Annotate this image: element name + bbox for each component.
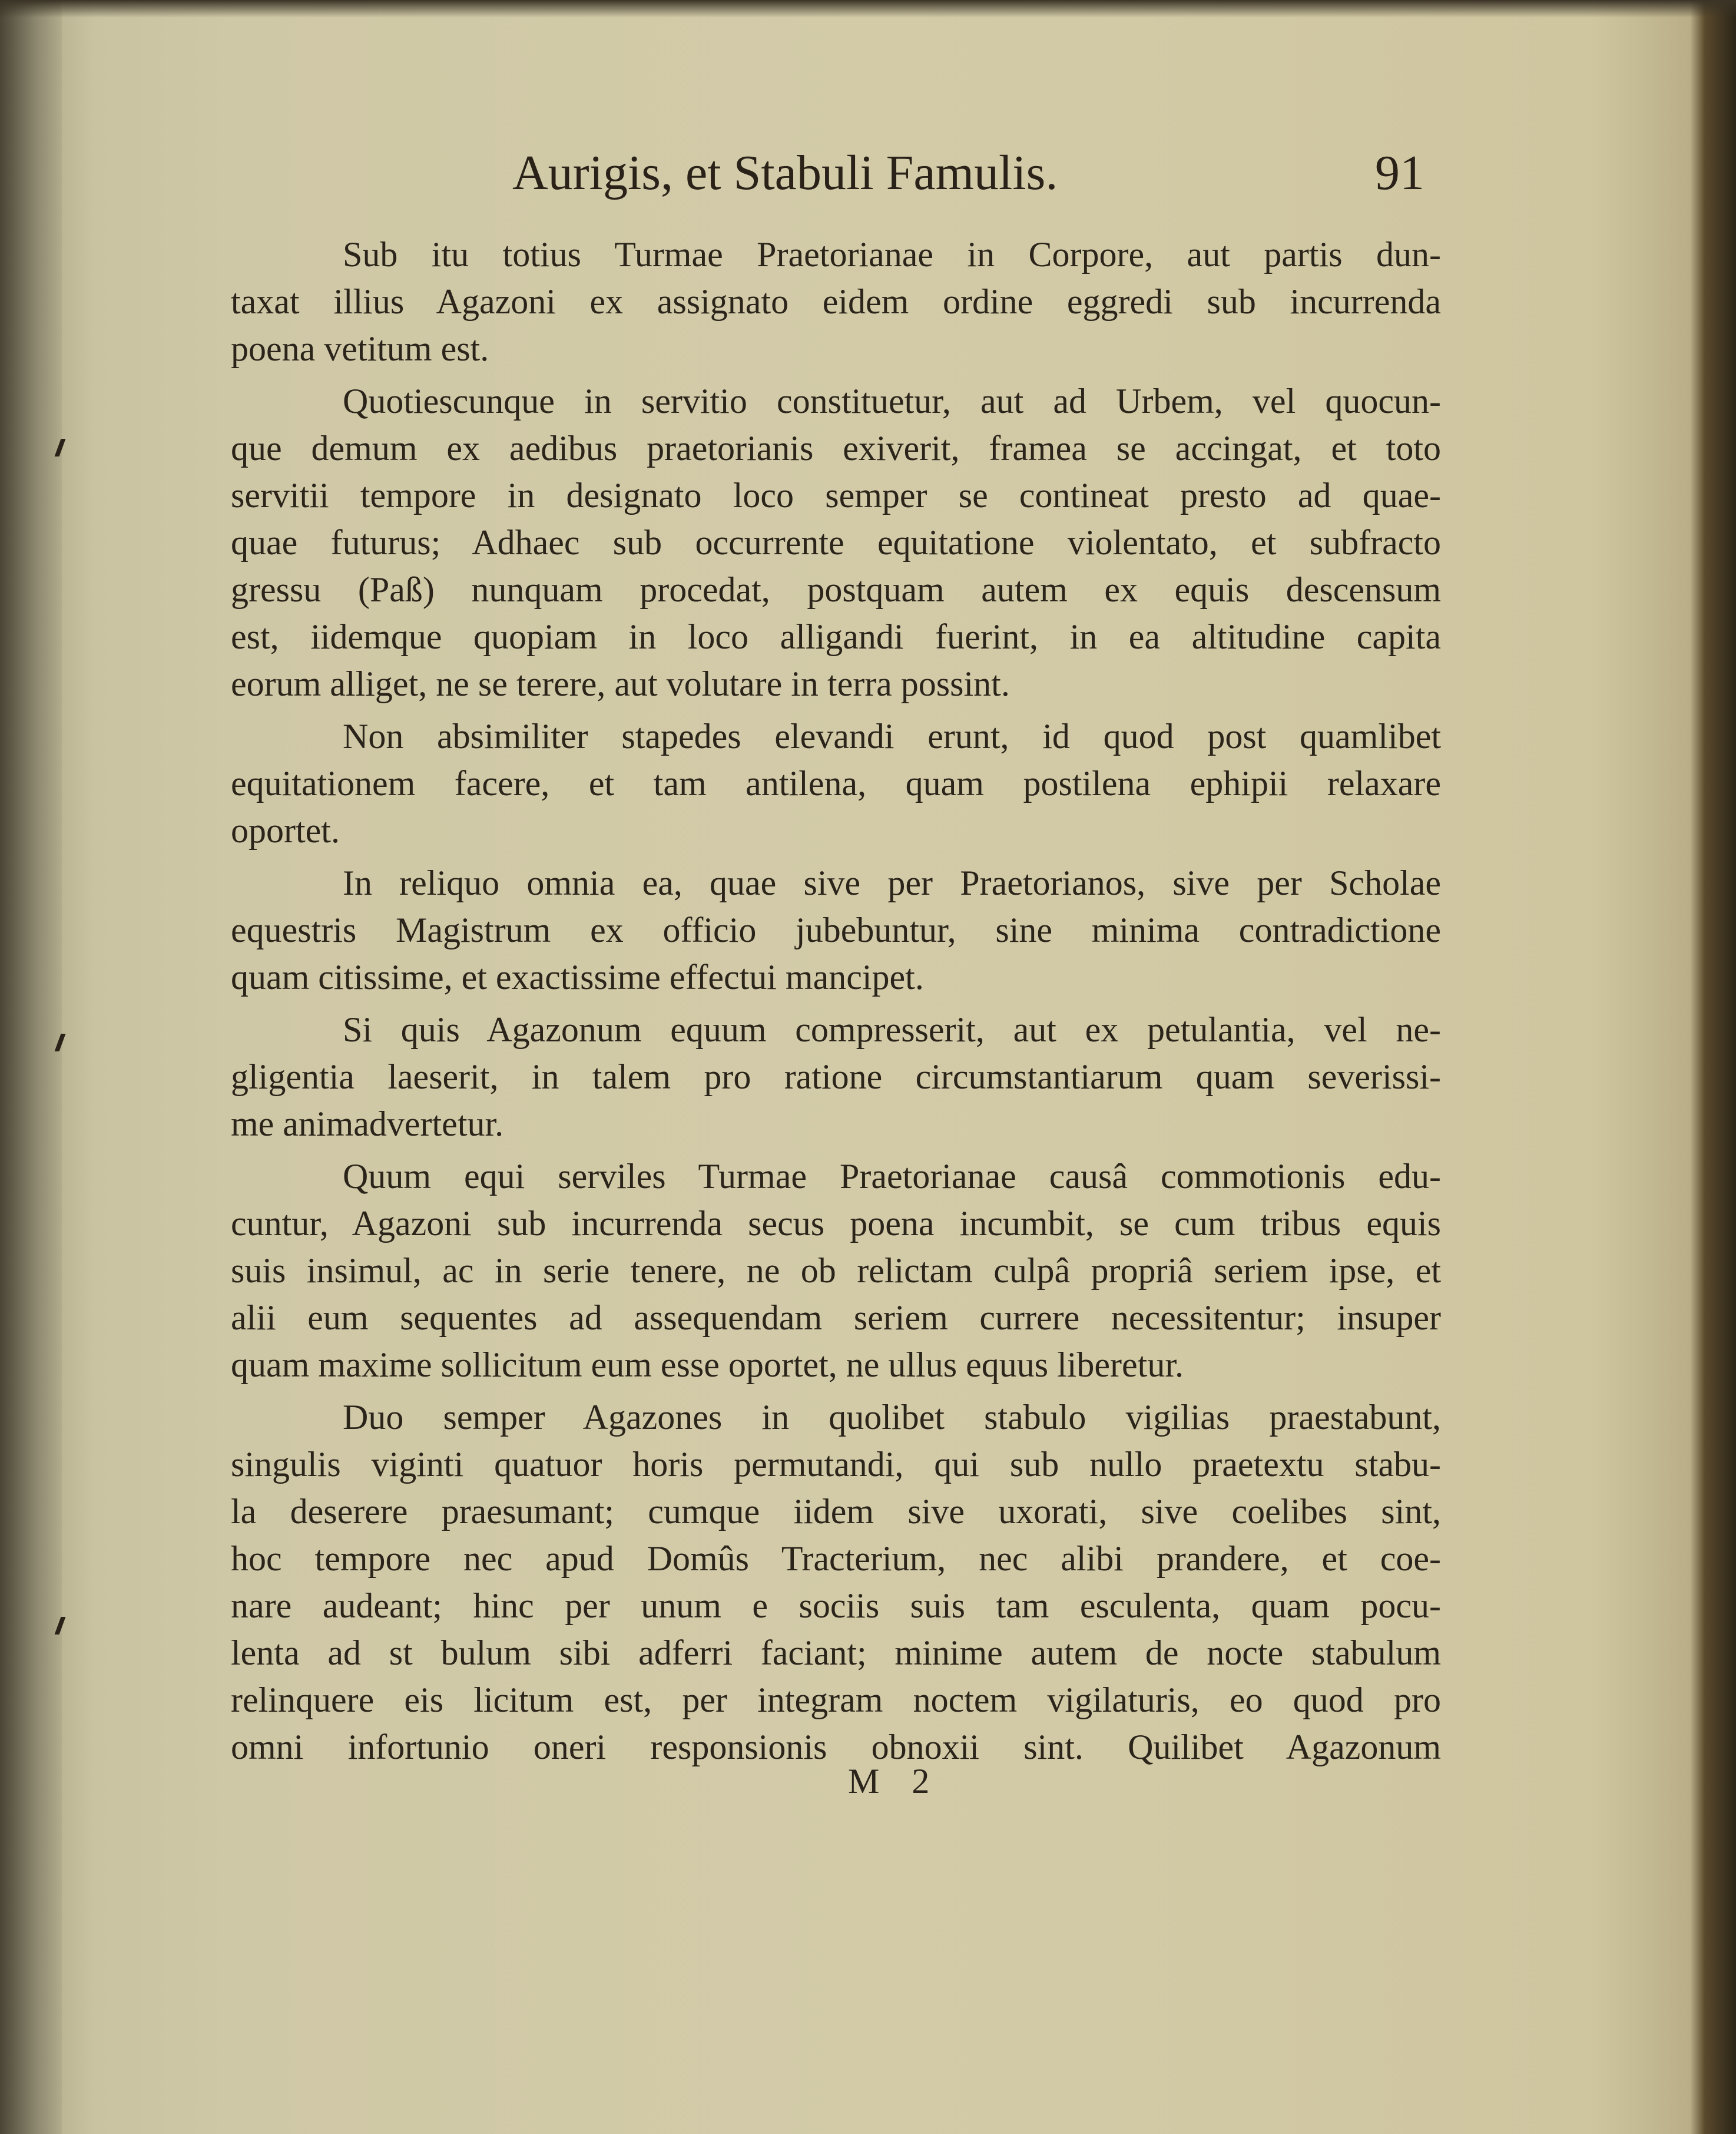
text-line: quam maxime sollicitum eum esse oportet, ne ullus equus liberetur. (231, 1345, 1184, 1384)
text-line: gressu (Paß) nunquam procedat, postquam autem ex equis descensum (231, 570, 1441, 609)
text-line: nare audeant; hinc per unum e sociis suis tam esculenta, quam pocu- (231, 1586, 1441, 1625)
page-number: 91 (1375, 145, 1424, 200)
text-line: equestris Magistrum ex officio jubebuntur, sine minima contradictione (231, 911, 1441, 949)
text-line: que demum ex aedibus praetorianis exiverit, framea se accingat, et toto (231, 429, 1441, 468)
text-line: Quotiescunque in servitio constituetur, aut ad Urbem, vel quocun- (343, 382, 1441, 421)
text-line: est, iidemque quopiam in loco alligandi fuerint, in ea altitudine capita (231, 617, 1441, 656)
text-line: hoc tempore nec apud Domûs Tracterium, nec alibi prandere, et coe- (231, 1539, 1441, 1578)
page-top-shadow (0, 0, 1736, 18)
text-line: poena vetitum est. (231, 329, 489, 368)
text-line: eorum alliget, ne se terere, aut volutare in terra possint. (231, 664, 1010, 703)
text-line: Sub itu totius Turmae Praetorianae in Corpore, aut partis dun- (343, 235, 1441, 274)
text-line: me animadvertetur. (231, 1104, 504, 1143)
text-line: quae futurus; Adhaec sub occurrente equitatione violentato, et subfracto (231, 523, 1441, 562)
text-line: In reliquo omnia ea, quae sive per Praetorianos, sive per Scholae (343, 863, 1441, 902)
running-header: Aurigis, et Stabuli Famulis. (512, 145, 1058, 200)
book-binding-gutter (0, 0, 62, 2134)
text-line: la deserere praesumant; cumque iidem sive uxorati, sive coelibes sint, (231, 1492, 1441, 1531)
text-line: equitationem facere, et tam antilena, quam postilena ephipii relaxare (231, 764, 1441, 803)
text-line: taxat illius Agazoni ex assignato eidem ordine eggredi sub incurrenda (231, 282, 1441, 321)
printer-signature: M 2 (848, 1762, 942, 1801)
text-line: lenta ad st bulum sibi adferri faciant; minime autem de nocte stabulum (231, 1633, 1441, 1672)
text-line: suis insimul, ac in serie tenere, ne ob relictam culpâ propriâ seriem ipse, et (231, 1251, 1441, 1290)
text-line: quam citissime, et exactissime effectui mancipet. (231, 958, 924, 997)
text-line: Quum equi serviles Turmae Praetorianae causâ commotionis edu- (343, 1157, 1441, 1196)
text-line: Duo semper Agazones in quolibet stabulo vigilias praestabunt, (343, 1398, 1441, 1437)
text-line: Si quis Agazonum equum compresserit, aut ex petulantia, vel ne- (343, 1010, 1441, 1049)
text-line: gligentia laeserit, in talem pro ratione circumstantiarum quam severissi- (231, 1057, 1441, 1096)
text-line: servitii tempore in designato loco semper se contineat presto ad quae- (231, 476, 1441, 515)
text-line: cuntur, Agazoni sub incurrenda secus poena incumbit, se cum tribus equis (231, 1204, 1441, 1243)
text-line: relinquere eis licitum est, per integram noctem vigilaturis, eo quod pro (231, 1680, 1441, 1719)
text-line: alii eum sequentes ad assequendam seriem currere necessitentur; insuper (231, 1298, 1441, 1337)
text-line: singulis viginti quatuor horis permutandi, qui sub nullo praetextu stabu- (231, 1445, 1441, 1484)
text-line: omni infortunio oneri responsionis obnoxii sint. Quilibet Agazonum (231, 1728, 1441, 1766)
text-line: oportet. (231, 811, 340, 850)
text-line: Non absimiliter stapedes elevandi erunt, id quod post quamlibet (343, 717, 1441, 756)
